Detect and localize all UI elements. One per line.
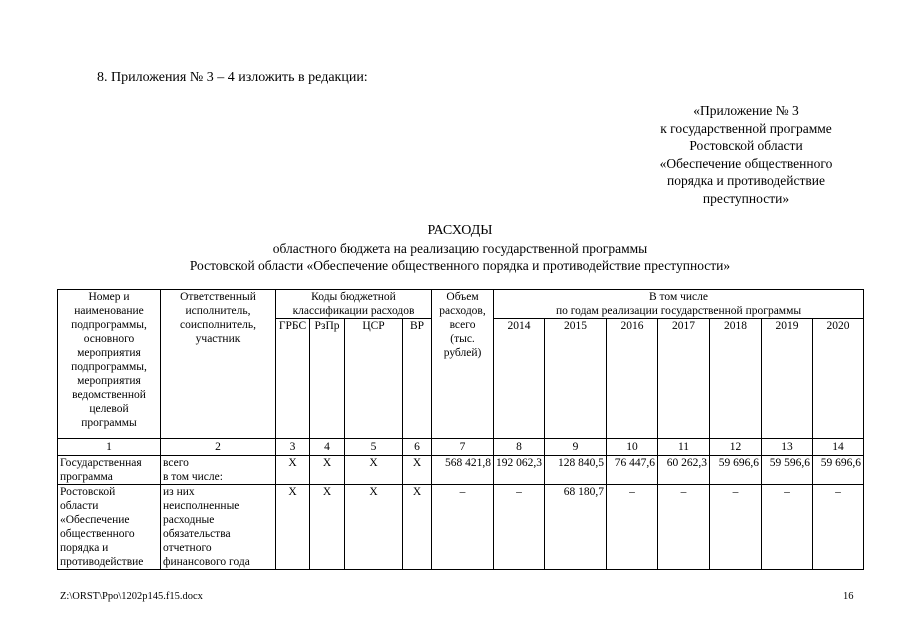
cell-year: 59 696,6: [710, 456, 762, 485]
column-number-row: [58, 439, 864, 456]
row-name: Ростовской области «Обеспечение общественного порядка и противодействие: [58, 485, 161, 570]
intro-text: 8. Приложения № 3 – 4 изложить в редакции:: [97, 70, 368, 85]
header-subprogram: Номер и наименование подпрограммы, основного мероприятия подпрограммы, мероприятия ведомственной целевой программы: [58, 290, 161, 439]
column-number: 1: [58, 439, 161, 456]
document-title: [100, 222, 820, 275]
column-number: 13: [762, 439, 813, 456]
cell-year: –: [494, 485, 545, 570]
cell-year: –: [710, 485, 762, 570]
header-year: 2019: [762, 319, 813, 439]
cell-total: 568 421,8: [432, 456, 494, 485]
cell-vr: Х: [403, 456, 432, 485]
header-code-rzpr: РзПр: [310, 319, 345, 439]
cell-rzpr: Х: [310, 485, 345, 570]
appendix-line: порядка и противодействие: [666, 173, 825, 188]
table-row: [58, 456, 864, 485]
table-header-row: [58, 290, 864, 319]
column-number: 8: [494, 439, 545, 456]
cell-year: 192 062,3: [494, 456, 545, 485]
header-code-vr: ВР: [403, 319, 432, 439]
cell-year: –: [762, 485, 813, 570]
table-row: [58, 485, 864, 570]
title-line-2: областного бюджета на реализацию государственной программы: [272, 240, 648, 256]
title-line-3: Ростовской области «Обеспечение общественного порядка и противодействие преступности»: [189, 258, 731, 273]
header-year: 2015: [545, 319, 607, 439]
header-budget-codes: Коды бюджетной классификации расходов: [276, 290, 432, 319]
column-number: 10: [607, 439, 658, 456]
cell-year: 60 262,3: [658, 456, 710, 485]
cell-year: 76 447,6: [607, 456, 658, 485]
row-executor: из них неисполненные расходные обязательства отчетного финансового года: [161, 485, 276, 570]
column-number: 7: [432, 439, 494, 456]
header-year: 2017: [658, 319, 710, 439]
header-volume: Объем расходов, всего (тыс. рублей): [432, 290, 494, 439]
column-number: 6: [403, 439, 432, 456]
appendix-header: [630, 102, 862, 207]
footer-file-path: Z:\ORST\Ppo\1202p145.f15.docx: [60, 591, 203, 602]
cell-year: –: [813, 485, 864, 570]
column-number: 4: [310, 439, 345, 456]
header-year: 2018: [710, 319, 762, 439]
column-number: 2: [161, 439, 276, 456]
page-number: 16: [843, 591, 854, 602]
cell-year: –: [658, 485, 710, 570]
header-year: 2016: [607, 319, 658, 439]
row-name: Государственная программа: [58, 456, 161, 485]
title-line-1: РАСХОДЫ: [427, 223, 493, 238]
appendix-line: «Приложение № 3: [693, 103, 799, 118]
header-executor: Ответственный исполнитель, соисполнитель, участник: [161, 290, 276, 439]
column-number: 14: [813, 439, 864, 456]
column-number: 11: [658, 439, 710, 456]
cell-year: 59 596,6: [762, 456, 813, 485]
header-code-grbs: ГРБС: [276, 319, 310, 439]
appendix-line: преступности»: [702, 190, 790, 206]
cell-grbs: Х: [276, 485, 310, 570]
header-code-csr: ЦСР: [345, 319, 403, 439]
header-year: 2020: [813, 319, 864, 439]
header-years-group: В том числе по годам реализации государственной программы: [494, 290, 864, 319]
cell-rzpr: Х: [310, 456, 345, 485]
cell-csr: Х: [345, 485, 403, 570]
column-number: 5: [345, 439, 403, 456]
cell-year: 59 696,6: [813, 456, 864, 485]
row-executor: всего в том числе:: [161, 456, 276, 485]
expenses-table: [57, 289, 864, 570]
appendix-line: «Обеспечение общественного: [659, 155, 833, 171]
header-year: 2014: [494, 319, 545, 439]
cell-total: –: [432, 485, 494, 570]
cell-vr: Х: [403, 485, 432, 570]
column-number: 12: [710, 439, 762, 456]
appendix-line: Ростовской области: [689, 138, 803, 153]
column-number: 9: [545, 439, 607, 456]
cell-year: –: [607, 485, 658, 570]
cell-year: 68 180,7: [545, 485, 607, 570]
column-number: 3: [276, 439, 310, 456]
appendix-line: к государственной программе: [660, 120, 832, 136]
cell-grbs: Х: [276, 456, 310, 485]
cell-year: 128 840,5: [545, 456, 607, 485]
cell-csr: Х: [345, 456, 403, 485]
